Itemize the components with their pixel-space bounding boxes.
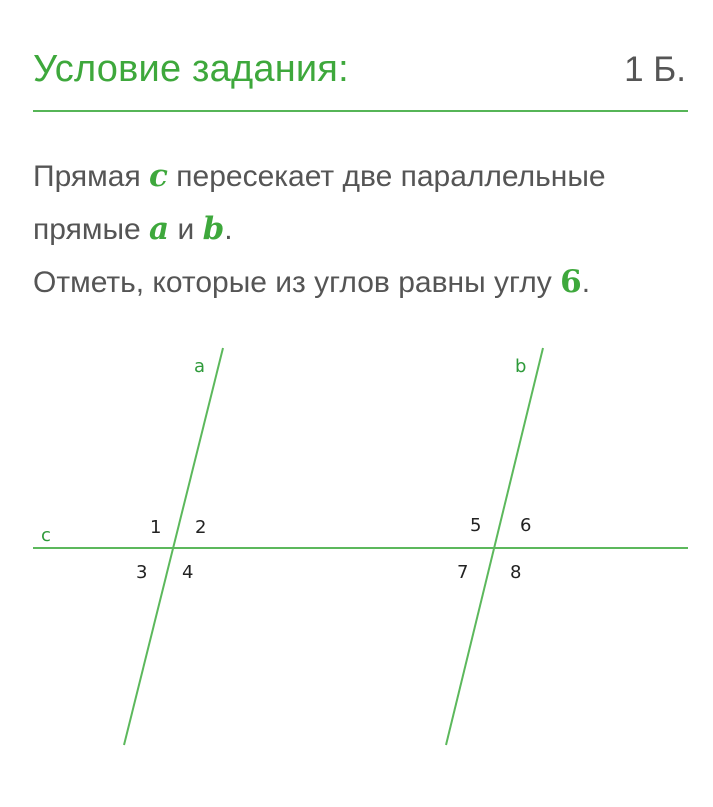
angle-label-5: 5 bbox=[470, 515, 482, 536]
line-label-b: b bbox=[515, 356, 527, 377]
task-text-segment: Прямая bbox=[33, 160, 150, 193]
task-text-segment: Отметь, которые из углов равны углу bbox=[33, 266, 561, 299]
variable-b: b bbox=[202, 211, 225, 247]
variable-a: a bbox=[149, 211, 170, 247]
angle-label-8: 8 bbox=[510, 562, 522, 583]
task-text-segment: . bbox=[581, 266, 591, 299]
task-line-3 bbox=[33, 256, 683, 309]
task-text-segment: и bbox=[169, 213, 203, 246]
parallel-line-a bbox=[124, 348, 223, 745]
angle-label-7: 7 bbox=[457, 562, 469, 583]
angle-label-2: 2 bbox=[195, 517, 207, 538]
angle-reference: 6 bbox=[560, 264, 582, 300]
line-label-a: a bbox=[194, 356, 206, 377]
angle-label-3: 3 bbox=[136, 562, 148, 583]
task-title: Условие задания: bbox=[33, 48, 349, 90]
task-text-segment: . bbox=[224, 213, 233, 246]
task-statement bbox=[33, 150, 683, 309]
variable-c: c bbox=[149, 158, 168, 194]
angle-label-6: 6 bbox=[520, 515, 532, 536]
line-label-c: c bbox=[41, 525, 51, 546]
task-points: 1 Б. bbox=[624, 50, 686, 89]
task-header bbox=[33, 40, 688, 112]
parallel-line-b bbox=[446, 348, 543, 745]
task-line-1 bbox=[33, 150, 683, 203]
task-text-segment: пересекает две параллельные bbox=[167, 160, 606, 193]
angle-label-1: 1 bbox=[150, 517, 162, 538]
angle-label-4: 4 bbox=[182, 562, 194, 583]
task-text-segment: прямые bbox=[33, 213, 150, 246]
task-line-2 bbox=[33, 203, 683, 256]
parallel-lines-diagram bbox=[0, 330, 713, 770]
